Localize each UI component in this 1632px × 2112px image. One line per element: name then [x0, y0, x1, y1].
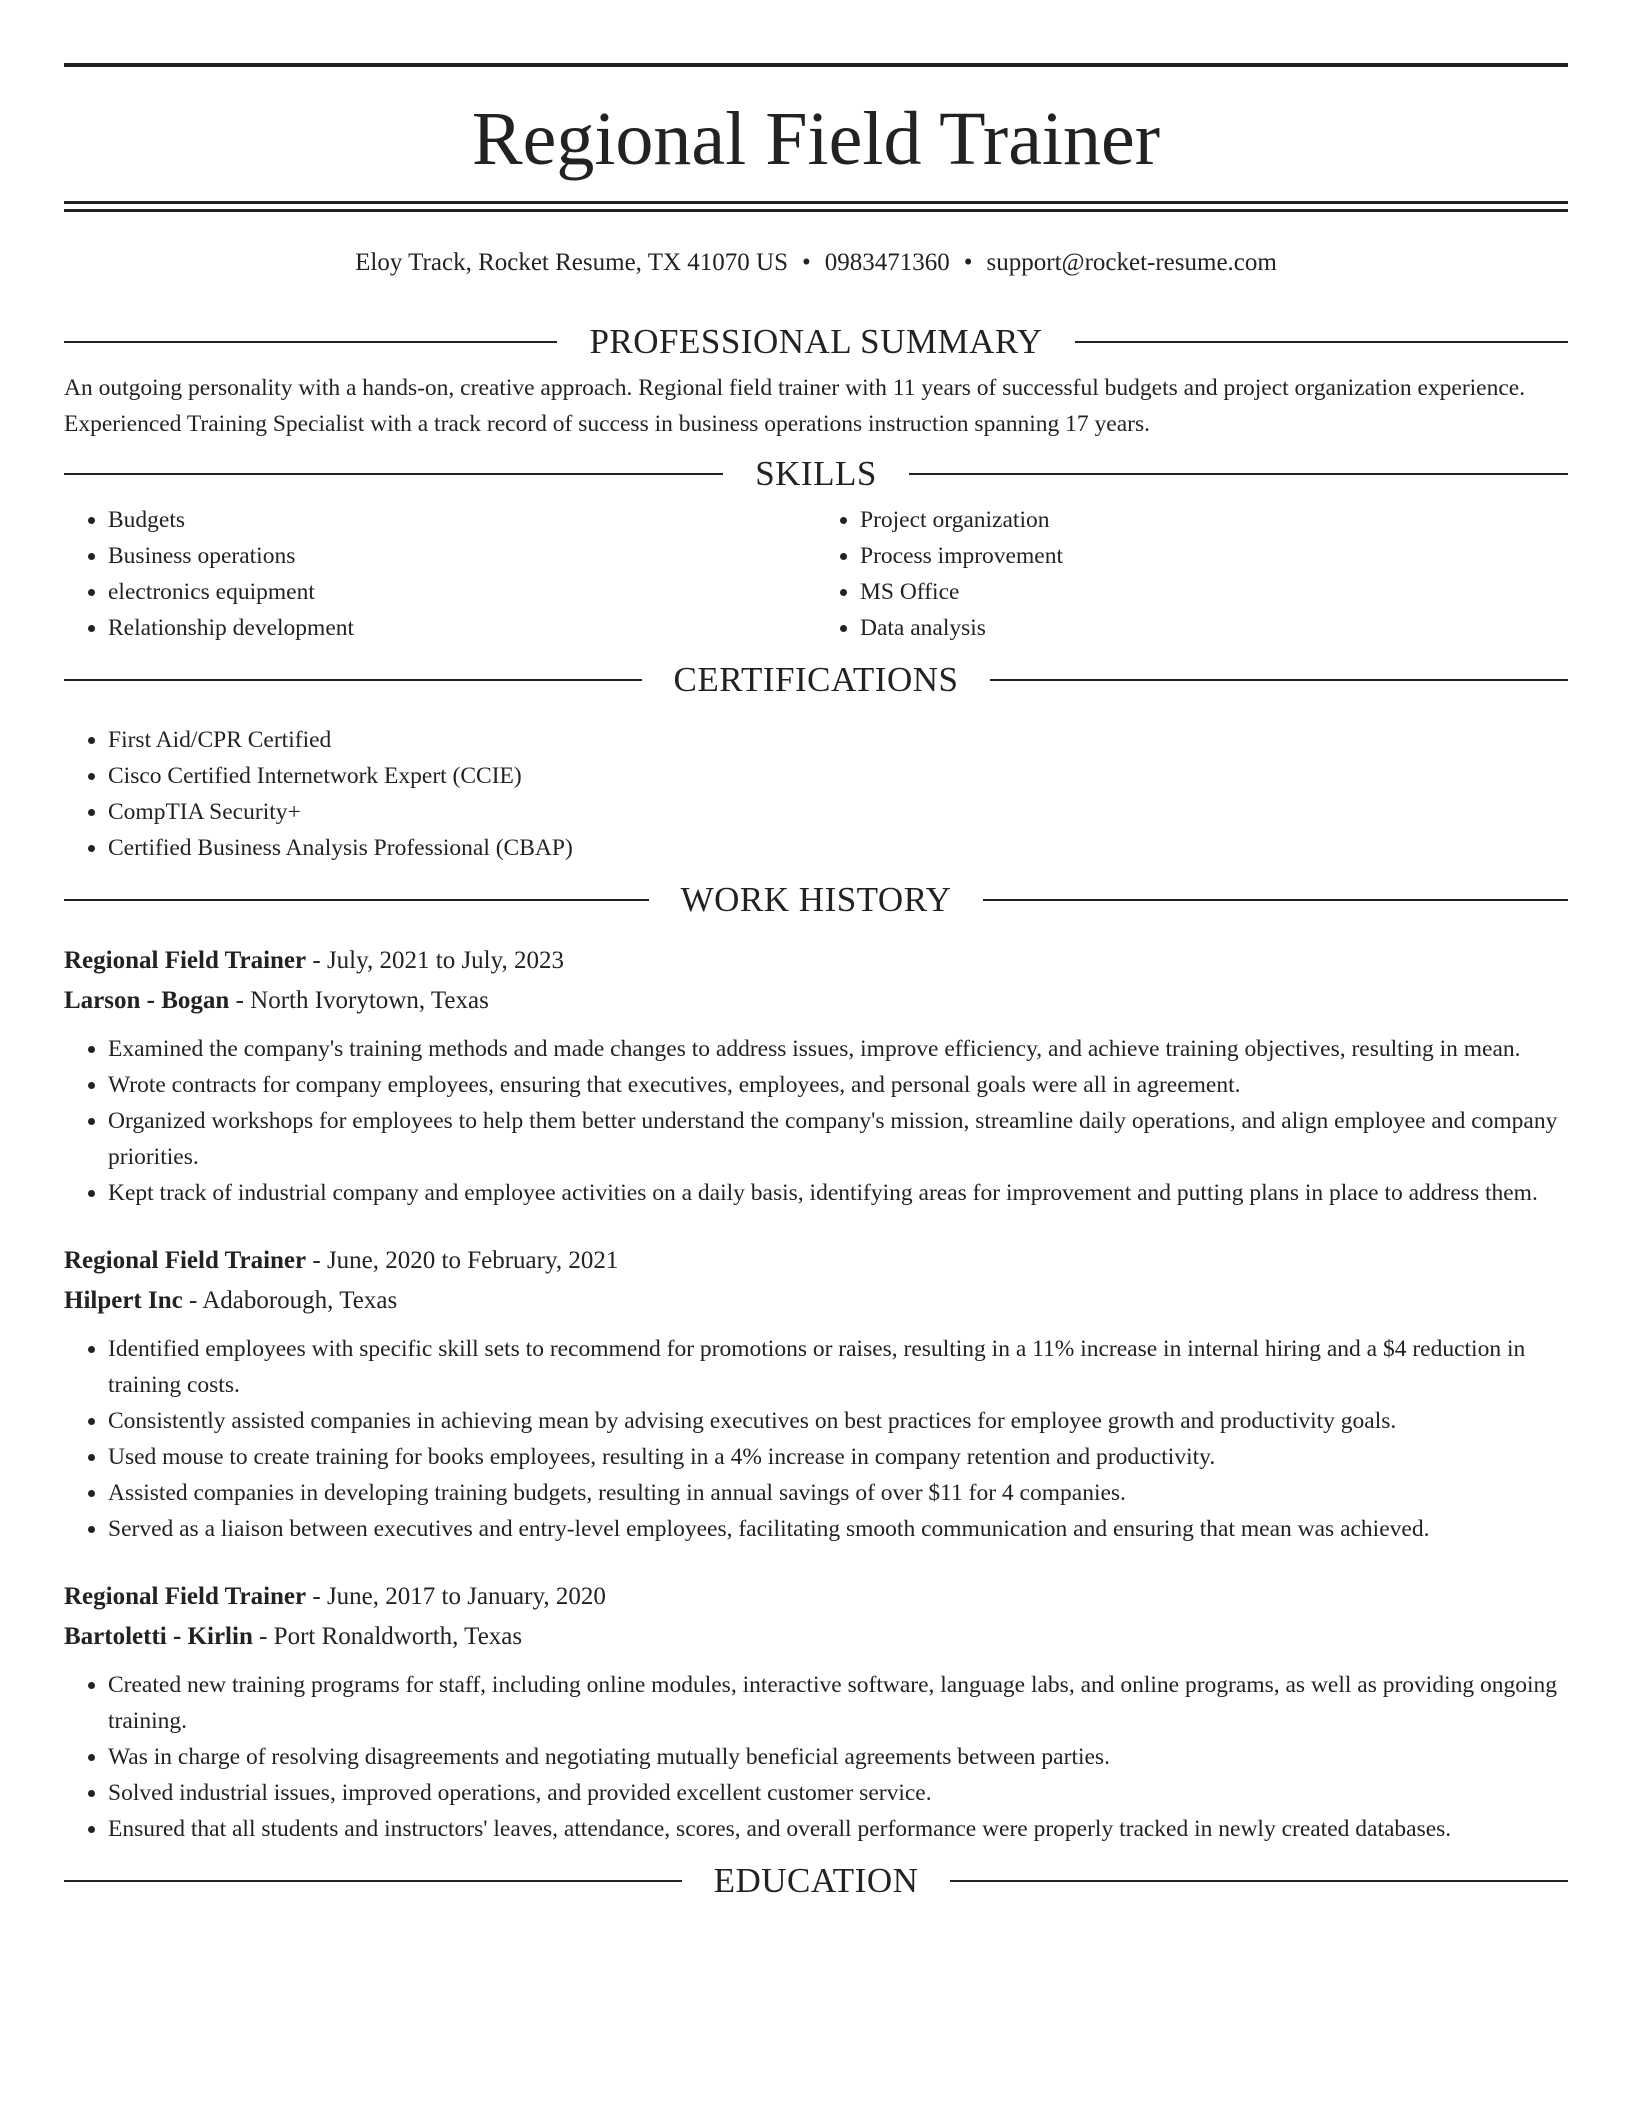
job-bullets	[64, 1667, 1568, 1847]
section-title: EDUCATION	[713, 1861, 919, 1900]
job-bullet: • Served as a liaison between executives and entry-level employees, facilitating smooth communication and ensuring that mean was achieved.	[108, 1511, 1568, 1547]
job-entry	[64, 1241, 1568, 1547]
skill-item: • Data analysis	[860, 610, 1568, 646]
section-header-work-history	[64, 880, 1568, 920]
certification-item: • Certified Business Analysis Professional (CBAP)	[108, 830, 1568, 866]
top-rule	[64, 63, 1568, 67]
section-rule	[64, 1880, 682, 1882]
job-bullets	[64, 1031, 1568, 1211]
job-company-line	[64, 1617, 1568, 1657]
job-entry	[64, 1577, 1568, 1847]
section-title: PROFESSIONAL SUMMARY	[589, 322, 1043, 361]
contact-separator: •	[802, 249, 811, 276]
section-rule	[64, 473, 723, 475]
certifications-list	[64, 722, 1568, 866]
section-title: WORK HISTORY	[680, 880, 952, 919]
section-title: CERTIFICATIONS	[673, 660, 959, 699]
job-bullet: • Wrote contracts for company employees, ensuring that executives, employees, and personal goals were all in agreement.	[108, 1067, 1568, 1103]
job-bullet: • Used mouse to create training for books employees, resulting in a 4% increase in company retention and productivity.	[108, 1439, 1568, 1475]
job-bullet: • Solved industrial issues, improved operations, and provided excellent customer service.	[108, 1775, 1568, 1811]
section-header-summary	[64, 322, 1568, 362]
skill-item: • Process improvement	[860, 538, 1568, 574]
skill-item: • Business operations	[108, 538, 816, 574]
job-bullet: • Assisted companies in developing training budgets, resulting in annual savings of over $11 for 4 companies.	[108, 1475, 1568, 1511]
job-title-line	[64, 941, 1568, 981]
job-title: Regional Field Trainer	[64, 1583, 307, 1610]
skill-item: • electronics equipment	[108, 574, 816, 610]
job-bullet: • Identified employees with specific skill sets to recommend for promotions or raises, resulting in a 11% increase in internal hiring and a $4 reduction in training costs.	[108, 1331, 1568, 1403]
job-dates: - July, 2021 to July, 2023	[306, 947, 564, 974]
section-title: SKILLS	[755, 454, 877, 493]
resume-page	[64, 0, 1568, 1901]
job-bullet: • Created new training programs for staff, including online modules, interactive software, language labs, and online programs, as well as providing ongoing training.	[108, 1667, 1568, 1739]
job-location: - Adaborough, Texas	[182, 1287, 398, 1314]
section-rule	[1075, 341, 1568, 343]
contact-separator: •	[963, 249, 973, 276]
contact-email: support@rocket-resume.com	[986, 249, 1277, 276]
section-rule	[64, 899, 649, 901]
section-rule	[983, 899, 1568, 901]
job-bullet: • Kept track of industrial company and employee activities on a daily basis, identifying areas for improvement and putting plans in place to address them.	[108, 1175, 1568, 1211]
summary-text: An outgoing personality with a hands-on, creative approach. Regional field trainer with 11 years of successful budgets and project organization experience. Experienced Training Specialist with a track record of success in business operations instruction spanning 17 years.	[64, 375, 1526, 437]
job-location: - Port Ronaldworth, Texas	[252, 1623, 523, 1650]
certification-item: • First Aid/CPR Certified	[108, 722, 1568, 758]
job-title-line	[64, 1241, 1568, 1281]
skill-item: • Project organization	[860, 502, 1568, 538]
contact-phone: 0983471360	[824, 249, 950, 276]
section-rule	[950, 1880, 1568, 1882]
title-double-rule	[64, 201, 1568, 212]
skill-item: • Budgets	[108, 502, 816, 538]
section-header-skills	[64, 454, 1568, 494]
section-rule	[64, 679, 642, 681]
certification-item: • CompTIA Security+	[108, 794, 1568, 830]
section-rule	[990, 679, 1568, 681]
job-bullet: • Was in charge of resolving disagreements and negotiating mutually beneficial agreements between parties.	[108, 1739, 1568, 1775]
job-bullet: • Ensured that all students and instructors' leaves, attendance, scores, and overall performance were properly tracked in newly created databases.	[108, 1811, 1568, 1847]
skills-list	[64, 502, 1568, 646]
section-rule	[64, 341, 557, 343]
job-company: Bartoletti - Kirlin	[64, 1623, 253, 1650]
job-bullets	[64, 1331, 1568, 1547]
job-entry	[64, 941, 1568, 1211]
job-title-line	[64, 1577, 1568, 1617]
contact-address: Eloy Track, Rocket Resume, TX 41070 US	[355, 249, 789, 276]
resume-title: Regional Field Trainer	[471, 97, 1161, 181]
job-bullet: • Examined the company's training methods and made changes to address issues, improve efficiency, and achieve training objectives, resulting in mean.	[108, 1031, 1568, 1067]
job-bullet: • Organized workshops for employees to help them better understand the company's mission, streamline daily operations, and align employee and company priorities.	[108, 1103, 1568, 1175]
section-header-education	[64, 1861, 1568, 1901]
job-company-line	[64, 981, 1568, 1021]
job-dates: - June, 2017 to January, 2020	[306, 1583, 606, 1610]
job-title: Regional Field Trainer	[64, 1247, 307, 1274]
section-header-certifications	[64, 660, 1568, 700]
job-location: - North Ivorytown, Texas	[229, 987, 489, 1014]
job-title: Regional Field Trainer	[64, 947, 307, 974]
certification-item: • Cisco Certified Internetwork Expert (CCIE)	[108, 758, 1568, 794]
section-rule	[909, 473, 1568, 475]
skills-column-right	[816, 502, 1568, 646]
job-company: Larson - Bogan	[64, 987, 230, 1014]
job-company-line	[64, 1281, 1568, 1321]
job-dates: - June, 2020 to February, 2021	[306, 1247, 619, 1274]
skills-column-left	[64, 502, 816, 646]
job-company: Hilpert Inc	[64, 1287, 183, 1314]
contact-line	[64, 248, 1568, 278]
skill-item: • MS Office	[860, 574, 1568, 610]
job-bullet: • Consistently assisted companies in achieving mean by advising executives on best practices for employee growth and productivity goals.	[108, 1403, 1568, 1439]
skill-item: • Relationship development	[108, 610, 816, 646]
